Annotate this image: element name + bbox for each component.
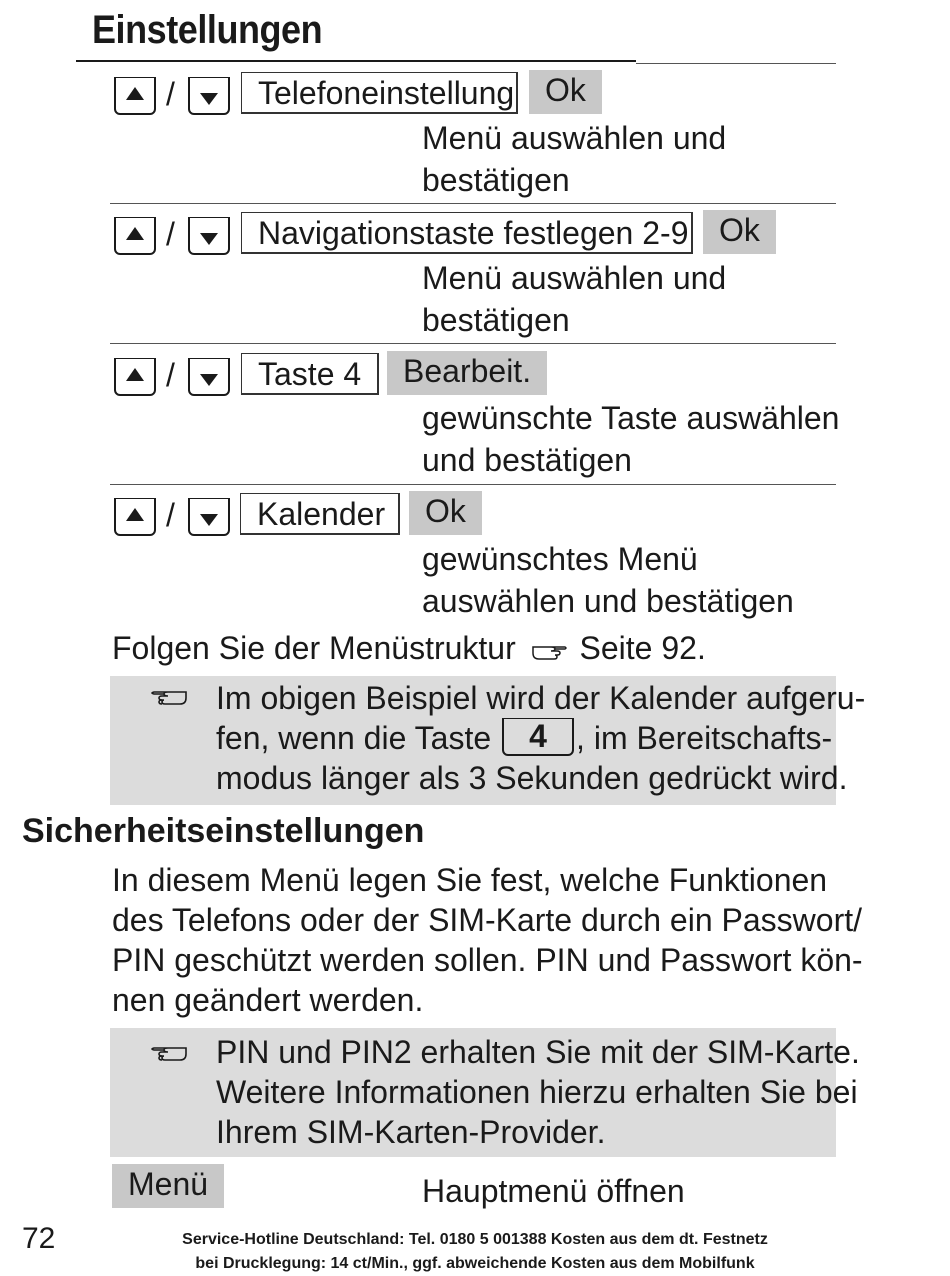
step-description (422, 538, 794, 622)
edit-softkey: Bearbeit. (387, 351, 547, 395)
up-key (114, 77, 156, 115)
paragraph-line: PIN geschützt werden sollen. PIN und Passwort kön- (112, 942, 863, 978)
display-text: Navigationstaste festlegen 2-9 (241, 212, 693, 254)
ok-softkey: Ok (409, 491, 482, 535)
arrow-down-icon (200, 232, 218, 246)
section-divider (636, 63, 836, 64)
arrow-up-icon (126, 227, 144, 241)
slash-separator: / (166, 76, 175, 112)
paragraph-line: In diesem Menü legen Sie fest, welche Funktionen (112, 862, 828, 898)
down-key (188, 217, 230, 255)
description-line: gewünschte Taste auswählen (422, 400, 840, 436)
description-line: Menü auswählen und (422, 260, 727, 296)
section-paragraph (112, 860, 863, 1020)
description-line: Menü auswählen und (422, 120, 727, 156)
arrow-up-icon (126, 508, 144, 522)
menu-structure-reference (112, 628, 706, 668)
display-text: Taste 4 (241, 353, 379, 395)
step-row (0, 351, 950, 485)
section-heading: Sicherheitseinstellungen (22, 812, 425, 850)
arrow-up-icon (126, 368, 144, 382)
ok-softkey: Ok (703, 210, 776, 254)
step-description: Hauptmenü öffnen (422, 1173, 685, 1209)
description-line: und bestätigen (422, 442, 632, 478)
info-note (110, 676, 866, 805)
description-line: bestätigen (422, 302, 570, 338)
note-text: , im Bereitschafts- (576, 720, 833, 756)
down-key (188, 498, 230, 536)
up-key (114, 498, 156, 536)
ok-softkey: Ok (529, 70, 602, 114)
page-title: Einstellungen (92, 8, 323, 52)
arrow-down-icon (200, 373, 218, 387)
note-line: Ihrem SIM-Karten-Provider. (216, 1114, 606, 1150)
up-key (114, 358, 156, 396)
display-text: Telefoneinstellung (241, 72, 518, 114)
note-text: fen, wenn die Taste (216, 720, 492, 756)
up-key (114, 217, 156, 255)
footer-line: bei Drucklegung: 14 ct/Min., ggf. abweichende Kosten aus dem Mobilfunk (195, 1255, 755, 1272)
note-line (216, 718, 865, 758)
arrow-up-icon (126, 87, 144, 101)
slash-separator: / (166, 357, 175, 393)
info-note (110, 1028, 860, 1157)
step-row (0, 491, 950, 625)
description-line: auswählen und bestätigen (422, 583, 794, 619)
arrow-down-icon (200, 92, 218, 106)
note-line: Weitere Informationen hierzu erhalten Sie bei (216, 1074, 858, 1110)
section-divider (110, 484, 836, 485)
paragraph-line: des Telefons oder der SIM-Karte durch ein Passwort/ (112, 902, 862, 938)
title-rule (76, 60, 636, 62)
pointing-hand-icon (142, 1042, 188, 1068)
display-text: Kalender (240, 493, 400, 535)
description-line: gewünschtes Menü (422, 541, 698, 577)
note-line: Im obigen Beispiel wird der Kalender aufgeru- (216, 680, 866, 716)
section-divider (110, 203, 836, 204)
footer-line: Service-Hotline Deutschland: Tel. 0180 5 001388 Kosten aus dem dt. Festnetz (182, 1231, 768, 1248)
step-description (422, 397, 839, 481)
footer (150, 1228, 800, 1276)
page-number: 72 (22, 1222, 56, 1255)
step-row (0, 70, 950, 204)
note-line: modus länger als 3 Sekunden gedrückt wird. (216, 760, 848, 796)
step-description (422, 257, 726, 341)
arrow-down-icon (200, 513, 218, 527)
paragraph-line: nen geändert werden. (112, 982, 424, 1018)
pointing-hand-icon (142, 686, 188, 712)
down-key (188, 77, 230, 115)
pointing-hand-icon (531, 640, 569, 662)
menu-softkey: Menü (112, 1164, 224, 1208)
description-line: bestätigen (422, 162, 570, 198)
down-key (188, 358, 230, 396)
note-line: PIN und PIN2 erhalten Sie mit der SIM-Karte. (216, 1034, 860, 1070)
section-divider (110, 343, 836, 344)
page-reference: Seite 92. (579, 630, 706, 666)
slash-separator: / (166, 216, 175, 252)
step-description (422, 117, 726, 201)
reference-text: Folgen Sie der Menüstruktur (112, 630, 516, 666)
key-4-icon: 4 (502, 718, 574, 756)
step-row (0, 210, 950, 344)
slash-separator: / (166, 497, 175, 533)
